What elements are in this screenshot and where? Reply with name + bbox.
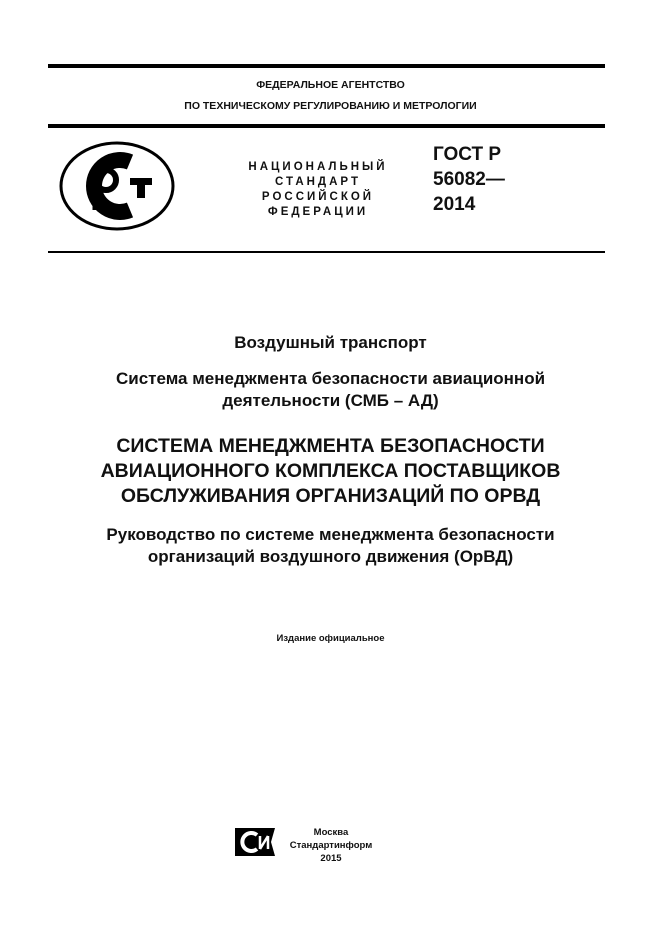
subtitle-line: Руководство по системе менеджмента безопасности: [106, 525, 555, 544]
publisher-info: [288, 826, 374, 865]
agency-line-1: ФЕДЕРАЛЬНОЕ АГЕНТСТВО: [256, 79, 405, 91]
rst-logo: [58, 140, 176, 232]
header-rule: [48, 124, 605, 128]
national-standard-line: НАЦИОНАЛЬНЫЙ: [248, 161, 388, 173]
gost-line: 56082—: [433, 169, 505, 190]
main-title-line: СИСТЕМА МЕНЕДЖМЕНТА БЕЗОПАСНОСТИ: [116, 435, 545, 457]
title-sms-line: деятельности (СМБ – АД): [222, 391, 439, 410]
title-sms: [0, 368, 661, 412]
publisher-name: Стандартинформ: [289, 840, 373, 851]
title-sms-line: Система менеджмента безопасности авиационной: [115, 369, 546, 388]
subtitle: [0, 524, 661, 568]
title-transport: Воздушный транспорт: [234, 333, 427, 352]
national-standard-label: [238, 160, 398, 220]
standartinform-logo: [233, 826, 279, 858]
national-standard-line: ФЕДЕРАЦИИ: [267, 206, 369, 218]
main-title: [0, 434, 661, 509]
national-standard-line: РОССИЙСКОЙ: [261, 191, 375, 203]
agency-line-2: ПО ТЕХНИЧЕСКОМУ РЕГУЛИРОВАНИЮ И МЕТРОЛОГИИ: [184, 100, 477, 112]
publisher-city: Москва: [313, 827, 349, 838]
edition-label: Издание официальное: [276, 633, 385, 644]
gost-line: 2014: [433, 194, 476, 215]
national-standard-line: СТАНДАРТ: [275, 176, 361, 188]
main-title-line: АВИАЦИОННОГО КОМПЛЕКСА ПОСТАВЩИКОВ: [100, 460, 561, 482]
gost-line: ГОСТ Р: [433, 144, 502, 165]
main-title-line: ОБСЛУЖИВАНИЯ ОРГАНИЗАЦИЙ ПО ОРВД: [120, 485, 541, 507]
gost-number: [433, 142, 505, 217]
subtitle-line: организаций воздушного движения (ОрВД): [147, 547, 514, 566]
publisher-year: 2015: [320, 853, 342, 864]
top-rule: [48, 64, 605, 68]
section-rule: [48, 251, 605, 253]
